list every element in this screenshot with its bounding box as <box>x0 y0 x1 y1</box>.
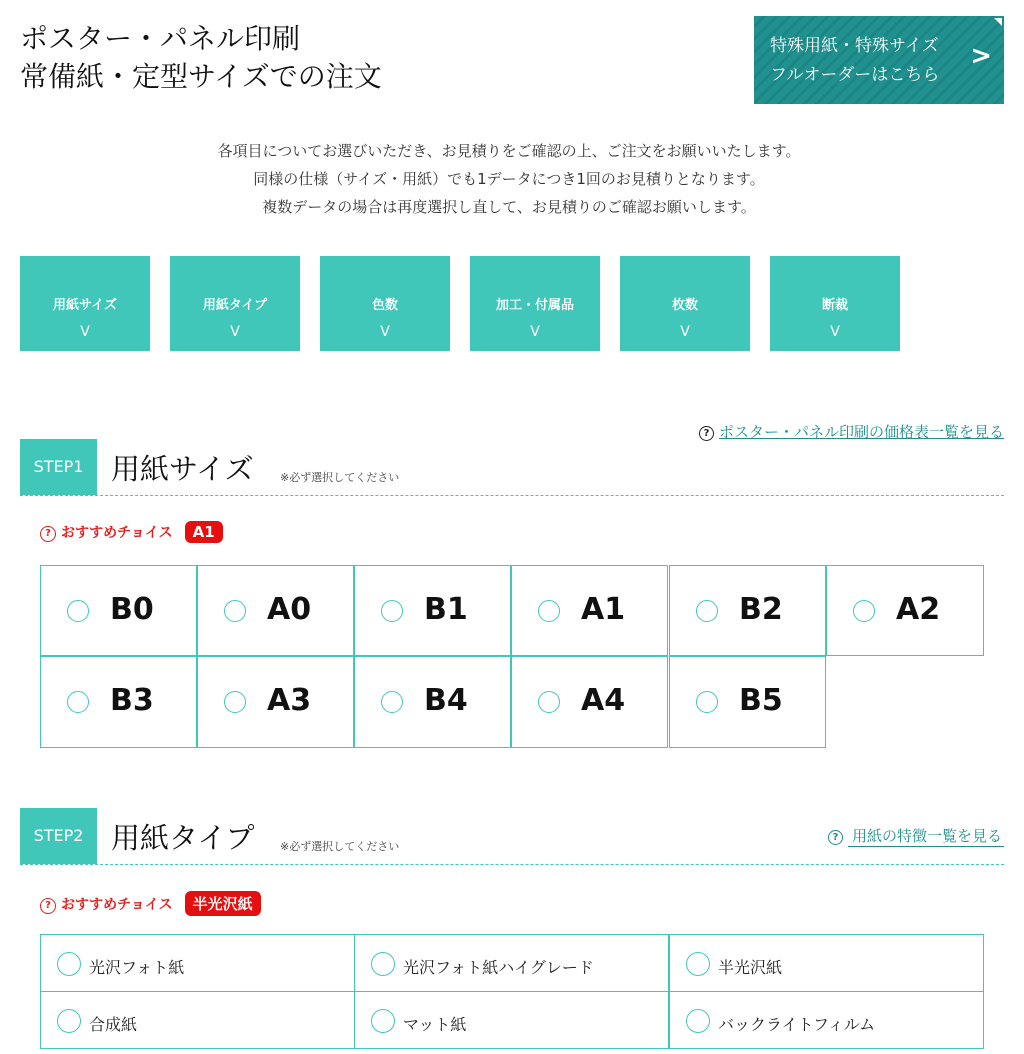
nav-tile-label: 枚数 <box>671 298 698 313</box>
chevron-right-icon: > <box>970 41 992 71</box>
size-option-a2[interactable] <box>826 565 984 656</box>
radio-button[interactable] <box>853 600 875 622</box>
radio-button[interactable] <box>686 1009 710 1033</box>
size-option-a0[interactable] <box>197 565 354 656</box>
nav-tile-colors[interactable] <box>320 256 450 351</box>
paper-option-label: 光沢フォト紙ハイグレード <box>403 958 594 977</box>
chevron-down-icon: V <box>380 324 390 340</box>
intro-line3: 複数データの場合は再度選択し直して、お見積りのご確認お願いします。 <box>262 198 756 216</box>
size-option-label: B0 <box>110 592 154 627</box>
size-option-label: A4 <box>581 683 626 718</box>
paper-option-backlight-film[interactable] <box>669 991 984 1049</box>
paper-option-glossy-photo-high-grade[interactable] <box>354 934 669 992</box>
price-list-link-label: ポスター・パネル印刷の価格表一覧を見る <box>718 423 1004 441</box>
nav-tile-quantity[interactable] <box>620 256 750 351</box>
step2-badge: STEP2 <box>20 808 97 864</box>
chevron-down-icon: V <box>830 324 840 340</box>
paper-option-semi-gloss[interactable] <box>669 934 984 992</box>
paper-option-matte[interactable] <box>354 991 669 1049</box>
intro-line2: 同様の仕様（サイズ・用紙）でも1データにつき1回のお見積りとなります。 <box>253 170 765 188</box>
paper-option-synthetic[interactable] <box>40 991 355 1049</box>
nav-tile-label: 断裁 <box>821 298 848 313</box>
radio-button[interactable] <box>57 952 81 976</box>
banner-line2: フルオーダーはこちら <box>770 65 940 85</box>
recommendation-label: おすすめチョイス <box>61 897 173 913</box>
recommendation-badge: A1 <box>185 521 223 543</box>
step1-required-note: ※必ず選択してください <box>280 471 400 484</box>
size-option-a1[interactable] <box>511 565 668 656</box>
step1-heading: 用紙サイズ <box>111 452 254 486</box>
paper-features-link-label: 用紙の特徴一覧を見る <box>848 827 1004 847</box>
size-option-b2[interactable] <box>669 565 826 656</box>
banner-line1: 特殊用紙・特殊サイズ <box>770 36 939 56</box>
paper-option-label: 半光沢紙 <box>718 958 783 977</box>
help-icon: ? <box>828 830 843 845</box>
size-option-label: A2 <box>896 592 941 627</box>
chevron-down-icon: V <box>80 324 90 340</box>
radio-button[interactable] <box>538 691 560 713</box>
radio-button[interactable] <box>224 600 246 622</box>
step2-heading: 用紙タイプ <box>111 821 255 855</box>
paper-type-options <box>40 934 984 1054</box>
paper-option-label: 合成紙 <box>89 1015 138 1034</box>
size-option-b3[interactable] <box>40 656 197 748</box>
size-option-a4[interactable] <box>511 656 668 748</box>
radio-button[interactable] <box>371 1009 395 1033</box>
nav-tile-label: 加工・付属品 <box>495 298 574 313</box>
page-title-line1: ポスター・パネル印刷 <box>20 22 301 55</box>
paper-features-link[interactable] <box>828 825 1004 846</box>
paper-option-label: 光沢フォト紙 <box>89 958 185 977</box>
size-option-label: A0 <box>267 592 312 627</box>
step1-recommendation <box>40 521 223 543</box>
radio-button[interactable] <box>224 691 246 713</box>
step1-badge: STEP1 <box>20 439 97 495</box>
size-option-b5[interactable] <box>669 656 826 748</box>
nav-tile-processing[interactable] <box>470 256 600 351</box>
radio-button[interactable] <box>538 600 560 622</box>
size-option-b1[interactable] <box>354 565 511 656</box>
nav-tile-label: 用紙サイズ <box>53 298 117 313</box>
radio-button[interactable] <box>67 691 89 713</box>
radio-button[interactable] <box>381 691 403 713</box>
recommendation-label: おすすめチョイス <box>61 525 173 541</box>
size-option-b0[interactable] <box>40 565 197 656</box>
radio-button[interactable] <box>67 600 89 622</box>
paper-option-label: バックライトフィルム <box>718 1015 876 1034</box>
chevron-down-icon: V <box>680 324 690 340</box>
radio-button[interactable] <box>696 691 718 713</box>
step2-recommendation <box>40 891 261 916</box>
size-option-b4[interactable] <box>354 656 511 748</box>
radio-button[interactable] <box>57 1009 81 1033</box>
nav-tile-paper-type[interactable] <box>170 256 300 351</box>
radio-button[interactable] <box>686 952 710 976</box>
intro-text <box>0 137 1018 221</box>
size-option-label: A1 <box>581 592 626 627</box>
step2-required-note: ※必ず選択してください <box>280 840 400 853</box>
chevron-down-icon: V <box>230 324 240 340</box>
radio-button[interactable] <box>696 600 718 622</box>
size-option-label: B3 <box>110 683 154 718</box>
nav-tile-label: 用紙タイプ <box>202 298 268 313</box>
intro-line1: 各項目についてお選びいただき、お見積りをご確認の上、ご注文をお願いいたします。 <box>217 142 801 160</box>
nav-tile-paper-size[interactable] <box>20 256 150 351</box>
paper-option-label: マット紙 <box>403 1015 467 1034</box>
size-option-label: A3 <box>267 683 312 718</box>
radio-button[interactable] <box>371 952 395 976</box>
page-title-line2: 常備紙・定型サイズでの注文 <box>20 60 382 93</box>
nav-tile-label: 色数 <box>371 298 398 313</box>
step1-header <box>20 439 1004 496</box>
recommendation-badge: 半光沢紙 <box>185 891 261 916</box>
help-icon: ? <box>40 526 56 542</box>
step2-header <box>20 808 1004 865</box>
paper-option-glossy-photo[interactable] <box>40 934 355 992</box>
size-option-a3[interactable] <box>197 656 354 748</box>
radio-button[interactable] <box>381 600 403 622</box>
help-icon: ? <box>699 426 714 441</box>
full-order-banner[interactable] <box>754 16 1004 104</box>
paper-size-options <box>40 565 984 748</box>
nav-tile-cutting[interactable] <box>770 256 900 351</box>
size-option-label: B2 <box>739 592 783 627</box>
chevron-down-icon: V <box>530 324 540 340</box>
size-option-label: B1 <box>424 592 468 627</box>
page-title <box>20 20 382 96</box>
help-icon: ? <box>40 898 56 914</box>
corner-mark-icon <box>994 18 1002 26</box>
size-option-label: B5 <box>739 683 783 718</box>
size-option-label: B4 <box>424 683 468 718</box>
